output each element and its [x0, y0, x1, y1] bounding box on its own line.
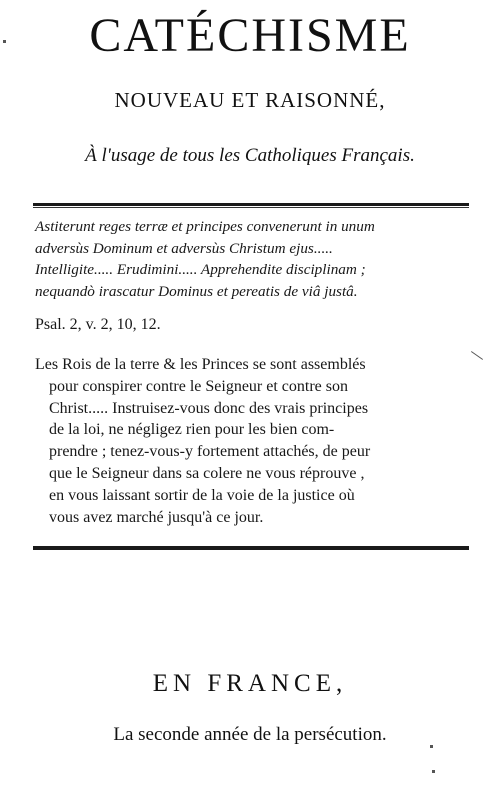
translation-line: Les Rois de la terre & les Princes se sont assemblés	[35, 356, 366, 373]
top-rule	[33, 203, 469, 209]
top-rule-thick	[33, 203, 469, 206]
latin-line: Intelligite..... Erudimini..... Apprehendite disciplinam ;	[35, 261, 366, 278]
latin-epigraph	[35, 216, 475, 302]
translation-line: vous avez marché jusqu'à ce jour.	[49, 508, 264, 526]
book-subtitle: NOUVEAU ET RAISONNÉ,	[114, 88, 386, 112]
audience-line: À l'usage de tous les Catholiques Français.	[85, 145, 415, 166]
imprint-place: EN FRANCE,	[152, 670, 348, 697]
translation-line: Christ..... Instruisez-vous donc des vrais principes	[49, 399, 369, 417]
latin-line: nequandò irascatur Dominus et pereatis de viâ justâ.	[35, 282, 358, 300]
imprint-date: La seconde année de la persécution.	[113, 724, 387, 745]
margin-speck	[3, 40, 6, 43]
translation-line: prendre ; tenez-vous-y fortement attachés, de peur	[49, 443, 371, 461]
french-translation	[35, 354, 475, 528]
translation-line: de la loi, ne négligez rien pour les bien com-	[49, 421, 335, 439]
book-title: CATÉCHISME	[89, 9, 411, 62]
translation-line: pour conspirer contre le Seigneur et contre son	[49, 377, 349, 395]
bottom-rule-thick	[33, 546, 469, 550]
margin-speck	[432, 770, 435, 773]
latin-line: Astiterunt reges terræ et principes convenerunt in unum	[35, 218, 375, 235]
translation-line: que le Seigneur dans sa colere ne vous réprouve ,	[49, 464, 365, 482]
bottom-rule	[33, 545, 469, 551]
margin-speck	[430, 745, 433, 748]
top-rule-thin	[33, 207, 469, 208]
translation-line: en vous laissant sortir de la voie de la justice où	[49, 486, 355, 504]
latin-line: adversùs Dominum et adversùs Christum ejus.....	[35, 239, 333, 257]
psalm-reference: Psal. 2, v. 2, 10, 12.	[35, 316, 161, 333]
